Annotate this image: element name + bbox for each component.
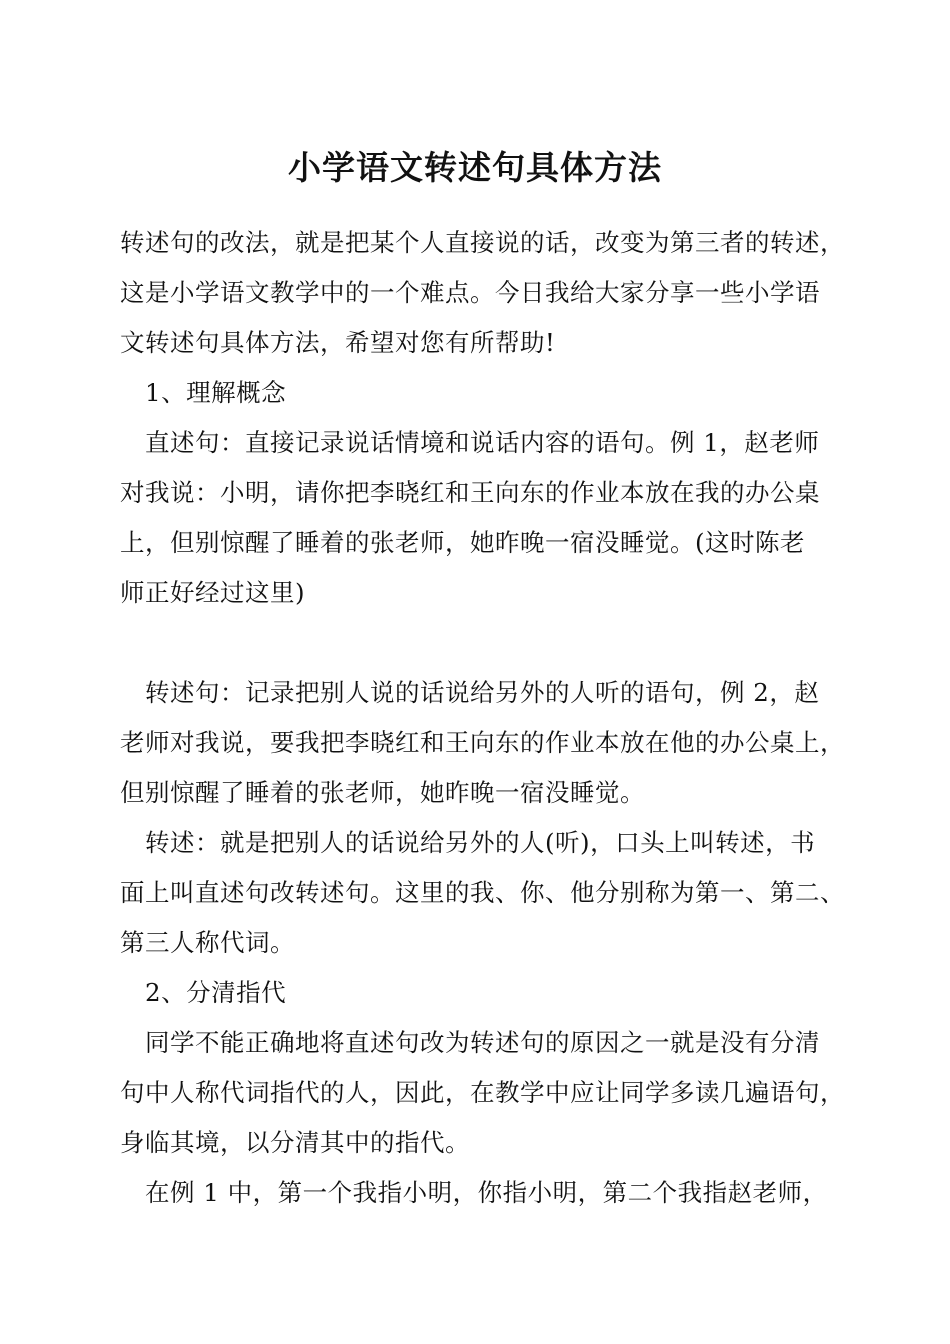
page-title: 小学语文转述句具体方法 [288, 148, 662, 187]
paragraph-line: 同学不能正确地将直述句改为转述句的原因之一就是没有分清 [145, 1028, 820, 1057]
paragraph-line: 直述句：直接记录说话情境和说话内容的语句。例 1，赵老师 [145, 428, 820, 457]
paragraph-line: 老师对我说，要我把李晓红和王向东的作业本放在他的办公桌上， [120, 728, 845, 757]
paragraph-line: 但别惊醒了睡着的张老师，她昨晚一宿没睡觉。 [120, 778, 645, 807]
paragraph-line: 句中人称代词指代的人，因此，在教学中应让同学多读几遍语句， [120, 1078, 845, 1107]
paragraph-line: 上，但别惊醒了睡着的张老师，她昨晚一宿没睡觉。(这时陈老 [120, 528, 806, 557]
paragraph-line: 在例 1 中，第一个我指小明，你指小明，第二个我指赵老师， [145, 1178, 828, 1207]
paragraph-line: 师正好经过这里) [120, 578, 306, 607]
section-heading: 2、分清指代 [145, 978, 287, 1007]
paragraph-line: 身临其境，以分清其中的指代。 [120, 1128, 470, 1157]
paragraph-line: 面上叫直述句改转述句。这里的我、你、他分别称为第一、第二、 [120, 878, 845, 907]
paragraph-line: 转述句：记录把别人说的话说给另外的人听的语句，例 2，赵 [145, 678, 820, 707]
section-heading: 1、理解概念 [145, 378, 287, 407]
paragraph-line: 对我说：小明，请你把李晓红和王向东的作业本放在我的办公桌 [120, 478, 820, 507]
paragraph-line: 这是小学语文教学中的一个难点。今日我给大家分享一些小学语 [120, 278, 820, 307]
paragraph-line: 文转述句具体方法，希望对您有所帮助! [120, 328, 556, 357]
paragraph-line: 转述句的改法，就是把某个人直接说的话，改变为第三者的转述， [120, 228, 845, 257]
paragraph-line: 第三人称代词。 [120, 928, 295, 957]
paragraph-line: 转述：就是把别人的话说给另外的人(听)，口头上叫转述，书 [145, 828, 816, 857]
